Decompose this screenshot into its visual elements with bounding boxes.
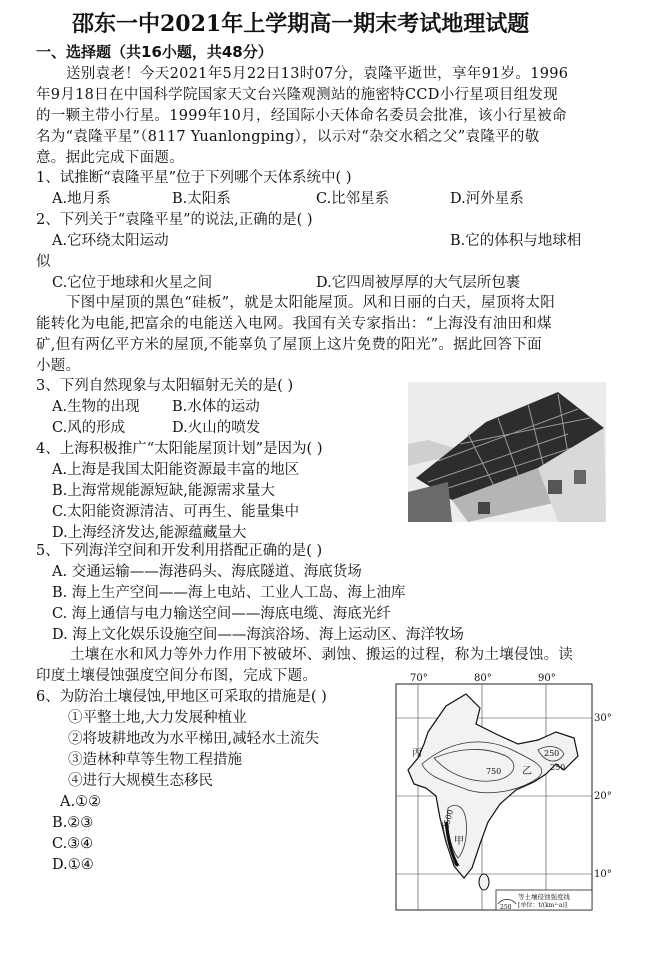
lat-label-20: 20° bbox=[594, 791, 612, 802]
region-jia: 甲 bbox=[454, 836, 464, 847]
page-title: 邵东一中2021年上学期高一期末考试地理试题 bbox=[72, 11, 530, 37]
legend-unit: [单位：t/(km²·a)] bbox=[518, 902, 568, 909]
option-a: A.地月系 bbox=[52, 191, 111, 207]
option-b: B.太阳系 bbox=[172, 191, 231, 207]
option-d: D.①④ bbox=[52, 857, 94, 873]
question-stem: 1、试推断“袁隆平星”位于下列哪个天体系统中( ) bbox=[36, 170, 352, 186]
option-b-continued: 似 bbox=[36, 254, 51, 270]
passage-line: 土壤在水和风力等外力作用下被破坏、剥蚀、搬运的过程，称为土壤侵蚀。读 bbox=[70, 647, 574, 663]
option-b: B.上海常规能源短缺,能源需求量大 bbox=[52, 483, 275, 499]
lon-label-90: 90° bbox=[538, 673, 556, 684]
question-stem: 4、上海积极推广“太阳能屋顶计划”是因为( ) bbox=[36, 441, 323, 457]
section-heading: 一、选择题（共16小题，共48分） bbox=[36, 43, 273, 61]
region-yi: 乙 bbox=[522, 766, 532, 777]
option-c: C.比邻星系 bbox=[316, 191, 390, 207]
lat-label-30: 30° bbox=[594, 713, 612, 724]
lon-label-70: 70° bbox=[410, 673, 428, 684]
isoline-250-a: 250 bbox=[544, 749, 560, 758]
statement-3: ③造林种草等生物工程措施 bbox=[68, 752, 242, 768]
option-c: C.③④ bbox=[52, 836, 94, 852]
passage-line: 下图中屋顶的黑色“硅板”，就是太阳能屋顶。风和日丽的白天，屋顶将太阳 bbox=[66, 295, 556, 311]
isoline-750: 750 bbox=[486, 767, 502, 776]
solar-roof-photo bbox=[408, 382, 606, 522]
question-stem: 5、下列海洋空间和开发利用搭配正确的是( ) bbox=[36, 543, 323, 559]
option-a: A.它环绕太阳运动 bbox=[52, 233, 169, 249]
option-c: C. 海上通信与电力输送空间——海底电缆、海底光纤 bbox=[52, 606, 391, 622]
legend-title: 等土壤侵蚀强度线 bbox=[518, 893, 570, 901]
region-bing: 丙 bbox=[412, 748, 422, 759]
option-d: D.它四周被厚厚的大气层所包裹 bbox=[316, 275, 521, 291]
lat-label-10: 10° bbox=[594, 869, 612, 880]
passage-line: 能转化为电能,把富余的电能送入电网。我国有关专家指出：“上海没有油田和煤 bbox=[36, 316, 552, 332]
question-stem: 3、下列自然现象与太阳辐射无关的是( ) bbox=[36, 378, 294, 394]
option-b: B.它的体积与地球相 bbox=[450, 233, 582, 249]
passage-line: 名为“袁隆平星”（8117 Yuanlongping），以示对“杂交水稻之父”袁隆平的敬 bbox=[36, 129, 540, 145]
passage-line: 印度土壤侵蚀强度空间分布图，完成下题。 bbox=[36, 668, 318, 684]
india-soil-erosion-map bbox=[388, 672, 612, 920]
lon-label-80: 80° bbox=[474, 673, 492, 684]
legend-value: 250 bbox=[500, 904, 512, 911]
option-a: A.①② bbox=[60, 794, 102, 810]
isoline-2500: 2500 bbox=[441, 808, 456, 831]
option-a: A.生物的出现 bbox=[52, 399, 140, 415]
passage-line: 意。据此完成下面题。 bbox=[36, 150, 184, 166]
passage-line: 年9月18日在中国科学院国家天文台兴隆观测站的施密特CCD小行星项目组发现 bbox=[36, 87, 559, 103]
option-b: B. 海上生产空间——海上电站、工业人工岛、海上油库 bbox=[52, 585, 406, 601]
statement-4: ④进行大规模生态移民 bbox=[68, 773, 213, 789]
option-b: B.②③ bbox=[52, 815, 94, 831]
option-d: D. 海上文化娱乐设施空间——海滨浴场、海上运动区、海洋牧场 bbox=[52, 627, 464, 643]
option-c: C.风的形成 bbox=[52, 420, 126, 436]
option-a: A.上海是我国太阳能资源最丰富的地区 bbox=[52, 462, 300, 478]
option-c: C.太阳能资源清洁、可再生、能量集中 bbox=[52, 504, 300, 520]
question-stem: 6、为防治土壤侵蚀,甲地区可采取的措施是( ) bbox=[36, 689, 327, 705]
option-a: A. 交通运输——海港码头、海底隧道、海底货场 bbox=[52, 564, 362, 580]
sri-lanka bbox=[479, 874, 489, 890]
statement-2: ②将坡耕地改为水平梯田,减轻水土流失 bbox=[68, 731, 320, 747]
option-d: D.河外星系 bbox=[450, 191, 524, 207]
statement-1: ①平整土地,大力发展种植业 bbox=[68, 710, 247, 726]
option-d: D.火山的喷发 bbox=[172, 420, 261, 436]
passage-line: 小题。 bbox=[36, 358, 81, 374]
option-c: C.它位于地球和火星之间 bbox=[52, 275, 213, 291]
passage-line: 送别袁老！今天2021年5月22日13时07分，袁隆平逝世，享年91岁。1996 bbox=[66, 66, 569, 82]
isoline-250-b: 250 bbox=[550, 763, 566, 772]
passage-line: 矿,但有两亿平方米的屋顶,不能辜负了屋顶上这片免费的阳光”。据此回答下面 bbox=[36, 337, 542, 353]
question-stem: 2、下列关于“袁隆平星”的说法,正确的是( ) bbox=[36, 212, 313, 228]
option-b: B.水体的运动 bbox=[172, 399, 260, 415]
passage-line: 的一颗主带小行星。1999年10月，经国际小天体命名委员会批准，该小行星被命 bbox=[36, 108, 567, 124]
option-d: D.上海经济发达,能源蕴藏量大 bbox=[52, 525, 247, 541]
